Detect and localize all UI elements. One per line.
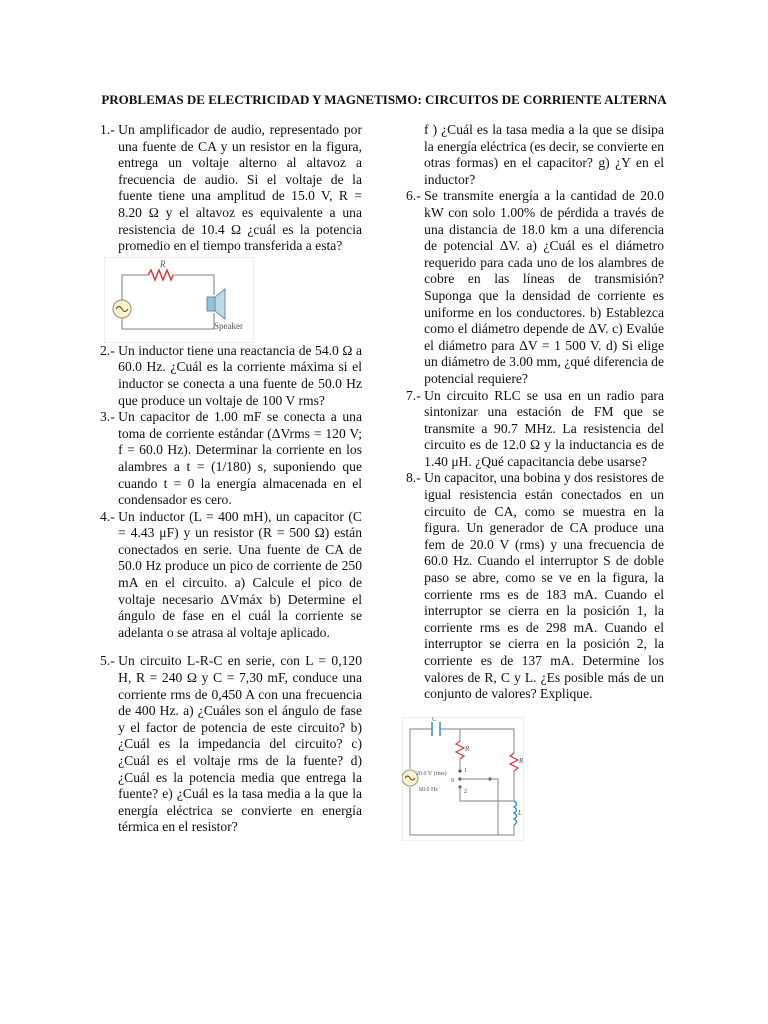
- problem-number: 6.-: [406, 188, 421, 204]
- problem-5-continuation: f ) ¿Cuál es la tasa media a la que se disipa la energía eléctrica (es decir, se convierte en otras formas) en el capacitor? g) ¿Y en el inductor?: [424, 122, 664, 187]
- problem-text: Un circuito RLC se usa en un radio para sintonizar una estación de FM que se transmite a 90.7 MHz. La resistencia del circuito es de 12.0 Ω y la inductancia es de 1.40 μH. ¿Qué capacitancia debe usarse?: [424, 387, 664, 469]
- problem-number: 1.-: [100, 122, 115, 137]
- problem-number: 4.-: [100, 508, 115, 524]
- document-title: PROBLEMAS DE ELECTRICIDAD Y MAGNETISMO: CIRCUITOS DE CORRIENTE ALTERNA: [101, 92, 667, 107]
- problem-1: [100, 122, 362, 255]
- resistor-label-2: R: [519, 756, 524, 765]
- problem-5: [100, 653, 362, 836]
- problem-text: Un capacitor, una bobina y dos resistores de igual resistencia están conectados en un circuito de CA, como se muestra en la figura. Un generador de CA produce una fem de 20.0 V (rms) y una frecuencia de 60.0 Hz. Cuando el interruptor S de doble paso se abre, como se ve en la figura, la corriente rms es de 183 mA. Cuando el interruptor se cierra en la posición 1, la corriente rms es de 298 mA. Cuando el interruptor se cierra en la posición 2, la corriente es de 137 mA. Determine los valores de R, C y L. ¿Es posible más de un conjunto de valores? Explique.: [424, 470, 664, 702]
- problem-number: 8.-: [406, 470, 421, 486]
- problem-text: Un circuito L-R-C en serie, con L = 0,120 H, R = 240 Ω y C = 7,30 mF, conduce una corriente rms de 0,450 A con una frecuencia de 400 Hz. a) ¿Cuáles son el ángulo de fase y el factor de potencia de este circuito? b) ¿Cuál es la impedancia del circuito? c) ¿Cuál es el voltaje rms de la fuente? d) ¿Cuál es la potencia media que entrega la fuente? e) ¿Cuál es la tasa media a la que la energía eléctrica se convierte en energía térmica en el resistor?: [118, 653, 362, 835]
- rlc-switch-circuit-figure: [402, 717, 524, 841]
- problem-text: Un inductor (L = 400 mH), un capacitor (C = 4.43 μF) y un resistor (R = 500 Ω) están conectados en serie. Una fuente de CA de 50.0 Hz produce un pico de corriente de 250 mA en el circuito. a) Calcule el pico de voltaje necesario ΔVmáx b) Determine el ángulo de fase en el cuál la corriente se adelanta o se atrasa al voltaje aplicado.: [118, 508, 362, 640]
- problem-number: 7.-: [406, 387, 421, 403]
- problem-text: Un inductor tiene una reactancia de 54.0 Ω a 60.0 Hz. ¿Cuál es la corriente máxima si el inductor se conecta a una fuente de 50.0 Hz que produce un voltaje de 100 V rms?: [118, 342, 362, 408]
- right-column: [406, 122, 664, 841]
- switch-position-1: 1: [464, 767, 467, 774]
- problem-text: Un capacitor de 1.00 mF se conecta a una toma de corriente estándar (ΔVrms = 120 V; f = 60.0 Hz). Determinar la corriente en los alambres a t = (1/180) s, suponiendo que cuando t = 0 la energía almacenada en el condensador es cero.: [118, 409, 362, 508]
- problem-4: [100, 509, 362, 642]
- inductor-label: L: [518, 808, 522, 817]
- switch-position-2: 2: [464, 788, 467, 795]
- problem-text: Un amplificador de audio, representado por una fuente de CA y un resistor en la figura, entrega un voltaje alterno al altavoz a frecuencia de audio. Si el voltaje de la fuente tiene una amplitud de 15.0 V, R = 8.20 Ω y el altavoz es equivalente a una resistencia de 10.4 Ω ¿cuál es la potencia promedio en el tiempo transferida a esta?: [118, 122, 362, 254]
- problem-3: [100, 409, 362, 509]
- problem-number: 5.-: [100, 653, 115, 669]
- speaker-circuit-figure: [104, 257, 254, 343]
- problem-7: [406, 388, 664, 471]
- resistor-label-1: R: [465, 744, 470, 753]
- capacitor-label: C: [432, 716, 437, 723]
- problem-number: 2.-: [100, 342, 115, 358]
- problem-6: [406, 188, 664, 387]
- left-column: [100, 122, 362, 836]
- problem-2: [100, 343, 362, 409]
- source-frequency-label: 60.0 Hz: [419, 786, 438, 793]
- resistor-label: R: [160, 258, 166, 269]
- problem-text: Se transmite energía a la cantidad de 20.0 kW con solo 1.00% de pérdida a través de una distancia de 18.0 km a una diferencia de potencial ΔV. a) ¿Cuál es el diámetro requerido para cada uno de los alambres de cobre en las líneas de transmisión? Suponga que la densidad de corriente es uniforme en los conductores. b) Establezca como el diámetro depende de ΔV. c) Evalúe el diámetro para ΔV = 1 500 V. d) Si elige un diámetro de 3.00 mm, ¿qué diferencia de potencial requiere?: [424, 188, 664, 386]
- problem-number: 3.-: [100, 409, 115, 425]
- speaker-label: Speaker: [214, 320, 243, 331]
- switch-label: S: [451, 777, 455, 784]
- source-voltage-label: 20.0 V (rms): [416, 770, 447, 777]
- problem-8: [406, 470, 664, 702]
